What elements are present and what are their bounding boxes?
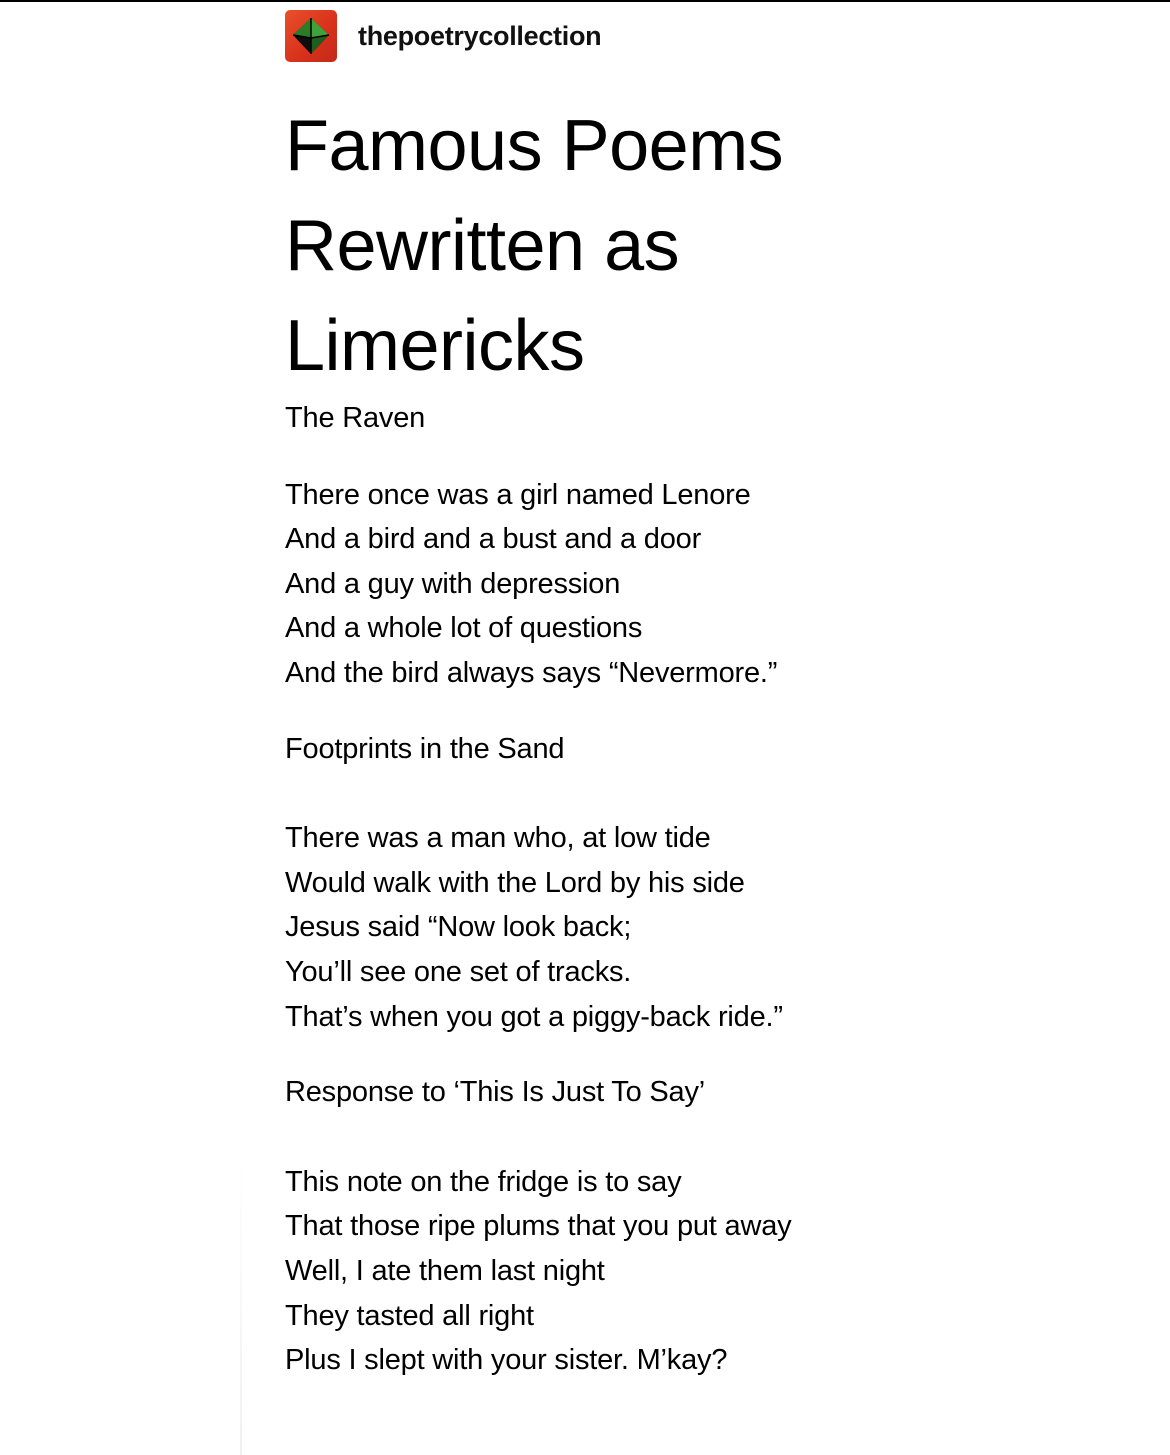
poem-lines [285, 816, 1085, 1039]
poem-line: There was a man who, at low tide [285, 822, 711, 855]
poem-line: And the bird always says “Nevermore.” [285, 656, 778, 689]
poem-line: Well, I ate them last night [285, 1254, 605, 1287]
poem-line: And a bird and a bust and a door [285, 523, 702, 556]
poem-line: That those ripe plums that you put away [285, 1210, 792, 1243]
page-edge-shadow [240, 1160, 242, 1455]
poem-line: Would walk with the Lord by his side [285, 866, 745, 899]
poem-heading: Footprints in the Sand [285, 732, 565, 765]
poem-heading: Response to ‘This Is Just To Say’ [285, 1076, 706, 1109]
post-body [285, 396, 1085, 1383]
cube-logo-icon [285, 10, 337, 62]
poem-line: There once was a girl named Lenore [285, 478, 751, 511]
poem-line: They tasted all right [285, 1299, 534, 1332]
poem-line: You’ll see one set of tracks. [285, 955, 632, 988]
username-link[interactable]: thepoetrycollection [358, 21, 602, 51]
avatar[interactable] [285, 10, 337, 62]
poem-lines [285, 473, 1085, 696]
post-header [285, 10, 1085, 62]
poem-line: Jesus said “Now look back; [285, 911, 632, 944]
poem-line: This note on the fridge is to say [285, 1165, 682, 1198]
poem-heading: The Raven [285, 402, 426, 434]
poem-line: And a guy with depression [285, 567, 621, 600]
poem-line: Plus I slept with your sister. M’kay? [285, 1344, 728, 1377]
poem-line: And a whole lot of questions [285, 612, 643, 645]
top-divider [0, 0, 1170, 2]
post-title: Famous Poems Rewritten as Limericks [285, 106, 784, 386]
poem-line: That’s when you got a piggy-back ride.” [285, 1000, 783, 1033]
post [285, 10, 1085, 1383]
poem-lines [285, 1160, 1085, 1383]
